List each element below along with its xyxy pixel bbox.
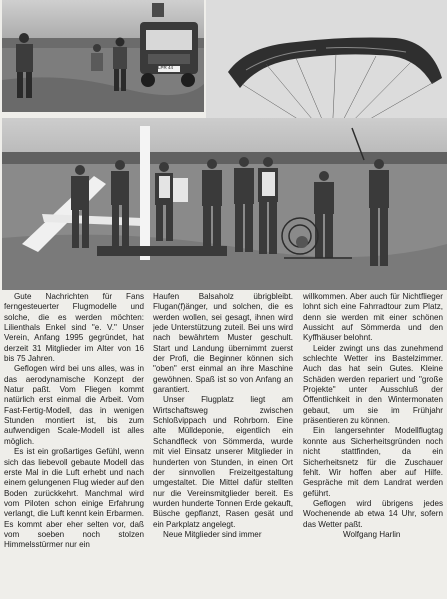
paragraph: Leider zwingt uns das zunehmend schlechte Wetter ins Bastelzimmer. Auch das hat sein Gutes. Kleine Schäden werden repariert und "große Projekte" unter Ausschluß der Öffentlichkeit in den Wintermonaten gebaut, um sie im Frühjahr präsentieren zu können. — [303, 343, 443, 426]
author-signature: Wolfgang Harlin — [343, 529, 401, 539]
paragraph: willkommen. Aber auch für Nichtflieger lohnt sich eine Fahrradtour zum Platz, denn sie werden mit einer schönen Aussicht auf Sömmerda und den Kyffhäuser belohnt. — [303, 292, 443, 343]
article-column-3 — [303, 292, 443, 599]
paragraph: Unser Flugplatz liegt am Wirtschaftsweg zwischen Schloßvippach und Rohrborn. Eine alte Mülldeponie, eigentlich ein Schandfleck von Sömmerda, wurde mit viel Einsatz unserer Mitglieder in hunderten von Stunden, in einen Ort der sinnvollen Freizeitgestaltung umgestaltet. Die Mittel dafür stellten nur die Vereinsmitglieder bereit. Es wurden hunderte Tonnen Erde gekauft, Büsche gepflanzt, Rasen gesät und ein Parkplatz angelegt. — [153, 395, 293, 529]
paragraph: Haufen Balsaholz übrigbleibt. Flugan(f)änger, und solchen, die es werden wollen, sei gesagt, ihnen wird jede Unterstützung zuteil. Bei uns wird nach bewährtem Muster geschult. Start und Landung übernimmt zuerst der Profi, die Beginner können sich "oben" erst einmal an ihre Maschine gewöhnen. Spaß ist so von Anfang an garantiert. — [153, 292, 293, 395]
paragraph: Gute Nachrichten für Fans ferngesteuerter Flugmodelle und solche, die es werden möchten: Lilienthals Enkel sind "e. V." Unser Verein, Anfang 1995 gegründet, hat derzeit 31 Mitglieder im Alter von 16 bis 75 Jahren. — [4, 292, 144, 364]
photo-club-group — [2, 118, 447, 290]
paragraph: Geflogen wird bei uns alles, was in das aerodynamische Konzept der Natur paßt. Vom Fliegen kommt natürlich erst einmal die Arbeit. Vom Fast-Fertig-Modell, das in wenigen Stunden montiert ist, bis zum aufwendigen Scale-Modell ist alles möglich. — [4, 364, 144, 446]
van-license-plate: LPR 44 — [158, 65, 174, 70]
article-column-2 — [153, 292, 293, 599]
article-column-1 — [4, 292, 144, 599]
paragraph: Es ist ein großartiges Gefühl, wenn sich das liebevoll gebaute Modell das erste Mal in die Luft erhebt und nach einem gelungenen Flug wieder auf den Boden zurückkehrt. Manchmal wird vom Piloten schon einige Erfahrung verlangt, die Luft kennt kein Erbarmen. Es kommt aber eher selten vor, daß vom soeben noch stolzen Himmelsstürmer nur ein — [4, 447, 144, 550]
photo-van-field — [2, 0, 204, 112]
paragraph: Geflogen wird übrigens jedes Wochenende ab etwa 14 Uhr, sofern das Wetter paßt. — [303, 498, 443, 529]
paragraph: Neue Mitglieder sind immer — [163, 529, 262, 539]
paragraph: Ein langersehnter Modellflugtag konnte aus Sicherheitsgründen noch nicht stattfinden, da ein Sicherheitsnetz für die Zuschauer fehlt. Wir hoffen aber auf Hilfe. Gespräche mit dem Landrat werden geführt. — [303, 426, 443, 498]
